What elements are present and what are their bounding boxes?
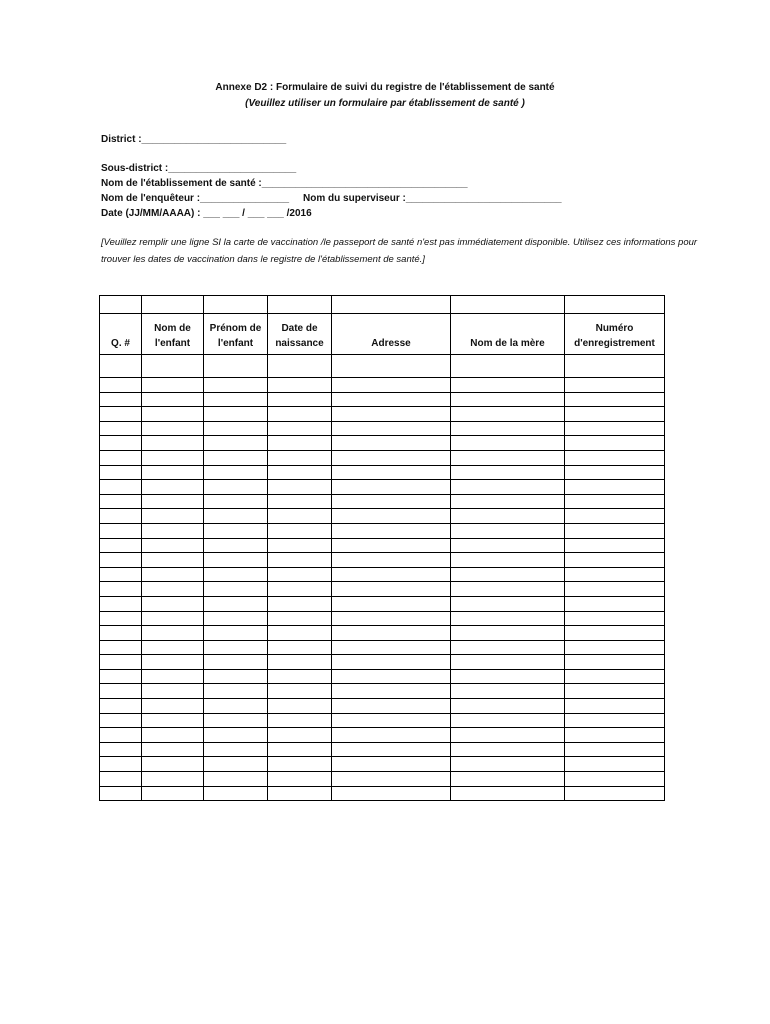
table-row: [100, 742, 665, 757]
table-row: [100, 669, 665, 684]
table-cell[interactable]: [332, 772, 451, 787]
table-cell[interactable]: [451, 757, 565, 772]
table-row: [100, 494, 665, 509]
table-cell[interactable]: [142, 699, 204, 714]
table-cell[interactable]: [332, 669, 451, 684]
table-cell[interactable]: [142, 582, 204, 597]
table-cell[interactable]: [565, 465, 665, 480]
table-cell[interactable]: [565, 450, 665, 465]
table-cell[interactable]: [100, 728, 142, 743]
table-row: [100, 509, 665, 524]
table-cell[interactable]: [332, 757, 451, 772]
table-cell[interactable]: [204, 450, 268, 465]
table-cell[interactable]: [332, 378, 451, 393]
table-row: [100, 757, 665, 772]
table-cell[interactable]: [451, 465, 565, 480]
table-cell[interactable]: [204, 538, 268, 553]
table-cell[interactable]: [204, 509, 268, 524]
table-cell[interactable]: [204, 553, 268, 568]
table-cell[interactable]: [451, 494, 565, 509]
table-cell[interactable]: [100, 392, 142, 407]
table-row: [100, 655, 665, 670]
table-cell[interactable]: [451, 742, 565, 757]
table-cell[interactable]: [204, 611, 268, 626]
col-header-prenom-enfant: Prénom de l'enfant: [204, 314, 268, 355]
table-cell[interactable]: [142, 596, 204, 611]
table-cell[interactable]: [100, 684, 142, 699]
table-cell[interactable]: [268, 772, 332, 787]
table-cell[interactable]: [565, 567, 665, 582]
table-cell[interactable]: [100, 626, 142, 641]
enqueteur-field: Nom de l'enquêteur :________________: [101, 193, 290, 204]
table-row: [100, 553, 665, 568]
table-row: [100, 392, 665, 407]
table-cell[interactable]: [142, 509, 204, 524]
table-cell[interactable]: [204, 699, 268, 714]
table-cell[interactable]: [332, 494, 451, 509]
table-cell[interactable]: [565, 392, 665, 407]
table-cell[interactable]: [204, 669, 268, 684]
table-cell[interactable]: [451, 567, 565, 582]
instruction-note: [Veuillez remplir une ligne SI la carte de vaccination /le passeport de santé n'est pas immédiatement disponible. Utilisez ces informations pour trouver les dates de vaccination dans le registre de l'établissement de santé.]: [101, 237, 698, 265]
table-cell[interactable]: [204, 684, 268, 699]
table-cell[interactable]: [332, 407, 451, 422]
table-cell[interactable]: [268, 655, 332, 670]
table-cell[interactable]: [204, 494, 268, 509]
table-cell[interactable]: [565, 611, 665, 626]
table-cell[interactable]: [100, 523, 142, 538]
table-cell[interactable]: [451, 407, 565, 422]
table-cell[interactable]: [332, 684, 451, 699]
table-cell[interactable]: [204, 567, 268, 582]
table-cell[interactable]: [100, 480, 142, 495]
table-cell[interactable]: [100, 742, 142, 757]
table-cell[interactable]: [451, 640, 565, 655]
table-cell[interactable]: [100, 786, 142, 801]
table-cell[interactable]: [268, 392, 332, 407]
table-cell[interactable]: [142, 436, 204, 451]
table-cell[interactable]: [332, 626, 451, 641]
table-cell[interactable]: [565, 713, 665, 728]
table-row: [100, 640, 665, 655]
table-cell[interactable]: [565, 786, 665, 801]
col-header-nom-enfant: Nom de l'enfant: [142, 314, 204, 355]
table-cell[interactable]: [565, 421, 665, 436]
table-cell[interactable]: [142, 523, 204, 538]
table-cell[interactable]: [268, 596, 332, 611]
table-cell[interactable]: [204, 421, 268, 436]
table-cell[interactable]: [268, 626, 332, 641]
table-cell[interactable]: [100, 567, 142, 582]
table-cell[interactable]: [332, 553, 451, 568]
table-cell[interactable]: [451, 772, 565, 787]
table-cell[interactable]: [204, 742, 268, 757]
table-cell[interactable]: [204, 626, 268, 641]
table-cell[interactable]: [565, 407, 665, 422]
table-cell[interactable]: [204, 757, 268, 772]
table-cell[interactable]: [268, 378, 332, 393]
table-cell[interactable]: [100, 611, 142, 626]
table-row: [100, 611, 665, 626]
table-cell[interactable]: [451, 582, 565, 597]
table-cell[interactable]: [142, 465, 204, 480]
table-cell[interactable]: [268, 786, 332, 801]
table-row: [100, 567, 665, 582]
table-cell[interactable]: [204, 378, 268, 393]
table-cell[interactable]: [100, 713, 142, 728]
col-header-q: Q. #: [100, 314, 142, 355]
table-cell[interactable]: [204, 786, 268, 801]
table-cell[interactable]: [332, 596, 451, 611]
table-cell[interactable]: [100, 553, 142, 568]
table-cell[interactable]: [204, 655, 268, 670]
table-cell[interactable]: [451, 655, 565, 670]
table-cell[interactable]: [142, 494, 204, 509]
table-cell[interactable]: [268, 436, 332, 451]
form-title-block: [0, 80, 770, 112]
table-cell[interactable]: [451, 392, 565, 407]
table-row: [100, 596, 665, 611]
table-cell[interactable]: [268, 757, 332, 772]
table-row: [100, 626, 665, 641]
table-cell[interactable]: [451, 684, 565, 699]
table-cell[interactable]: [268, 582, 332, 597]
superviseur-field: Nom du superviseur :____________________________: [303, 193, 562, 204]
table-cell[interactable]: [268, 407, 332, 422]
table-cell[interactable]: [332, 465, 451, 480]
table-cell[interactable]: [268, 523, 332, 538]
table-cell[interactable]: [565, 378, 665, 393]
table-cell[interactable]: [565, 480, 665, 495]
col-header-date-naissance: Date de naissance: [268, 314, 332, 355]
table-cell[interactable]: [332, 582, 451, 597]
table-header-row: [100, 314, 665, 355]
table-cell[interactable]: [451, 450, 565, 465]
table-cell[interactable]: [565, 757, 665, 772]
table-row: [100, 407, 665, 422]
form-subtitle: (Veuillez utiliser un formulaire par établissement de santé ): [245, 98, 525, 109]
table-cell[interactable]: [204, 465, 268, 480]
table-cell[interactable]: [451, 596, 565, 611]
table-cell[interactable]: [268, 713, 332, 728]
table-cell[interactable]: [100, 538, 142, 553]
table-cell[interactable]: [451, 626, 565, 641]
table-cell[interactable]: [142, 655, 204, 670]
table-cell[interactable]: [100, 582, 142, 597]
table-cell[interactable]: [451, 523, 565, 538]
table-cell[interactable]: [100, 494, 142, 509]
table-cell[interactable]: [142, 772, 204, 787]
col-header-adresse: Adresse: [332, 314, 451, 355]
table-cell[interactable]: [565, 640, 665, 655]
table-cell[interactable]: [451, 378, 565, 393]
table-cell[interactable]: [565, 553, 665, 568]
table-cell[interactable]: [204, 436, 268, 451]
table-cell[interactable]: [142, 378, 204, 393]
table-cell[interactable]: [100, 772, 142, 787]
table-cell[interactable]: [100, 596, 142, 611]
table-cell[interactable]: [142, 480, 204, 495]
table-cell[interactable]: [142, 669, 204, 684]
table-row: [100, 421, 665, 436]
table-cell[interactable]: [142, 742, 204, 757]
table-cell[interactable]: [268, 494, 332, 509]
table-row: [100, 684, 665, 699]
table-row: [100, 728, 665, 743]
table-cell[interactable]: [268, 553, 332, 568]
etablissement-field: Nom de l'établissement de santé :_____________________________________: [101, 178, 468, 189]
table-cell[interactable]: [451, 699, 565, 714]
table-cell[interactable]: [451, 421, 565, 436]
table-cell[interactable]: [451, 669, 565, 684]
table-cell[interactable]: [268, 480, 332, 495]
table-cell[interactable]: [142, 553, 204, 568]
table-cell[interactable]: [451, 611, 565, 626]
table-cell[interactable]: [565, 655, 665, 670]
table-cell[interactable]: [565, 728, 665, 743]
table-cell[interactable]: [204, 407, 268, 422]
table-cell[interactable]: [565, 699, 665, 714]
table-cell[interactable]: [204, 523, 268, 538]
table-cell[interactable]: [451, 786, 565, 801]
table-cell[interactable]: [332, 538, 451, 553]
table-cell[interactable]: [451, 480, 565, 495]
table-cell[interactable]: [332, 436, 451, 451]
table-cell[interactable]: [268, 640, 332, 655]
table-cell[interactable]: [204, 728, 268, 743]
table-cell[interactable]: [142, 684, 204, 699]
table-cell[interactable]: [100, 509, 142, 524]
table-cell[interactable]: [100, 699, 142, 714]
table-row: [100, 538, 665, 553]
table-cell[interactable]: [100, 465, 142, 480]
table-cell[interactable]: [100, 436, 142, 451]
table-cell[interactable]: [142, 567, 204, 582]
table-cell[interactable]: [100, 640, 142, 655]
table-cell[interactable]: [332, 655, 451, 670]
table-body: [100, 378, 665, 801]
table-row: [100, 786, 665, 801]
table-cell[interactable]: [332, 509, 451, 524]
table-cell[interactable]: [268, 611, 332, 626]
table-cell[interactable]: [204, 596, 268, 611]
table-blank-row: [100, 296, 665, 314]
table-row: [100, 582, 665, 597]
sous-district-field: Sous-district :_______________________: [101, 163, 297, 174]
table-cell[interactable]: [332, 699, 451, 714]
table-cell[interactable]: [204, 713, 268, 728]
table-cell[interactable]: [100, 669, 142, 684]
table-cell[interactable]: [565, 626, 665, 641]
table-cell[interactable]: [142, 713, 204, 728]
table-cell[interactable]: [451, 713, 565, 728]
table-cell[interactable]: [100, 450, 142, 465]
table-cell[interactable]: [142, 421, 204, 436]
table-cell[interactable]: [268, 465, 332, 480]
table-cell[interactable]: [332, 567, 451, 582]
table-cell[interactable]: [451, 538, 565, 553]
table-cell[interactable]: [451, 509, 565, 524]
table-cell[interactable]: [268, 684, 332, 699]
table-cell[interactable]: [332, 640, 451, 655]
table-cell[interactable]: [100, 407, 142, 422]
table-row: [100, 699, 665, 714]
table-cell[interactable]: [565, 582, 665, 597]
table-cell[interactable]: [268, 567, 332, 582]
table-cell[interactable]: [451, 436, 565, 451]
table-cell[interactable]: [142, 786, 204, 801]
table-cell[interactable]: [332, 480, 451, 495]
form-fields: [101, 132, 562, 221]
table-cell[interactable]: [204, 392, 268, 407]
table-row: [100, 523, 665, 538]
table-cell[interactable]: [451, 553, 565, 568]
table-row: [100, 378, 665, 393]
table-row: [100, 713, 665, 728]
table-cell[interactable]: [565, 772, 665, 787]
district-field: District :__________________________: [101, 134, 287, 145]
table-row: [100, 450, 665, 465]
table-cell[interactable]: [565, 669, 665, 684]
table-row: [100, 772, 665, 787]
table-cell[interactable]: [142, 757, 204, 772]
table-spacer-row: [100, 355, 665, 378]
table-cell[interactable]: [268, 742, 332, 757]
table-cell[interactable]: [268, 509, 332, 524]
table-cell[interactable]: [332, 728, 451, 743]
table-cell[interactable]: [142, 538, 204, 553]
table-row: [100, 480, 665, 495]
table-cell[interactable]: [451, 728, 565, 743]
table-cell[interactable]: [100, 421, 142, 436]
table-cell[interactable]: [565, 684, 665, 699]
table-cell[interactable]: [268, 538, 332, 553]
table-cell[interactable]: [332, 611, 451, 626]
table-cell[interactable]: [100, 655, 142, 670]
table-cell[interactable]: [268, 421, 332, 436]
table-cell[interactable]: [268, 669, 332, 684]
table-cell[interactable]: [204, 480, 268, 495]
table-cell[interactable]: [332, 450, 451, 465]
enqueteur-superviseur-line: [101, 191, 562, 206]
table-cell[interactable]: [142, 407, 204, 422]
table-cell[interactable]: [565, 509, 665, 524]
date-field: Date (JJ/MM/AAAA) : ___ ___ / ___ ___ /2016: [101, 208, 312, 219]
table-cell[interactable]: [332, 742, 451, 757]
tracking-table: [99, 295, 665, 801]
table-cell[interactable]: [565, 523, 665, 538]
table-cell[interactable]: [332, 421, 451, 436]
table-cell[interactable]: [142, 392, 204, 407]
table-cell[interactable]: [268, 450, 332, 465]
table-cell[interactable]: [142, 728, 204, 743]
table-row: [100, 465, 665, 480]
table-cell[interactable]: [142, 626, 204, 641]
table-cell[interactable]: [142, 640, 204, 655]
table-cell[interactable]: [100, 378, 142, 393]
table-cell[interactable]: [332, 713, 451, 728]
form-title: Annexe D2 : Formulaire de suivi du registre de l'établissement de santé: [215, 82, 555, 93]
table-cell[interactable]: [268, 728, 332, 743]
table-cell[interactable]: [142, 611, 204, 626]
table-row: [100, 436, 665, 451]
table-cell[interactable]: [565, 596, 665, 611]
table-cell[interactable]: [332, 392, 451, 407]
table-cell[interactable]: [100, 757, 142, 772]
table-cell[interactable]: [565, 494, 665, 509]
table-cell[interactable]: [332, 786, 451, 801]
table-cell[interactable]: [565, 436, 665, 451]
table-cell[interactable]: [565, 742, 665, 757]
col-header-numero: Numéro d'enregistrement: [565, 314, 665, 355]
col-header-nom-mere: Nom de la mère: [451, 314, 565, 355]
table-cell[interactable]: [204, 640, 268, 655]
table-cell[interactable]: [268, 699, 332, 714]
table-cell[interactable]: [142, 450, 204, 465]
table-cell[interactable]: [332, 523, 451, 538]
table-cell[interactable]: [204, 772, 268, 787]
table-cell[interactable]: [565, 538, 665, 553]
table-cell[interactable]: [204, 582, 268, 597]
